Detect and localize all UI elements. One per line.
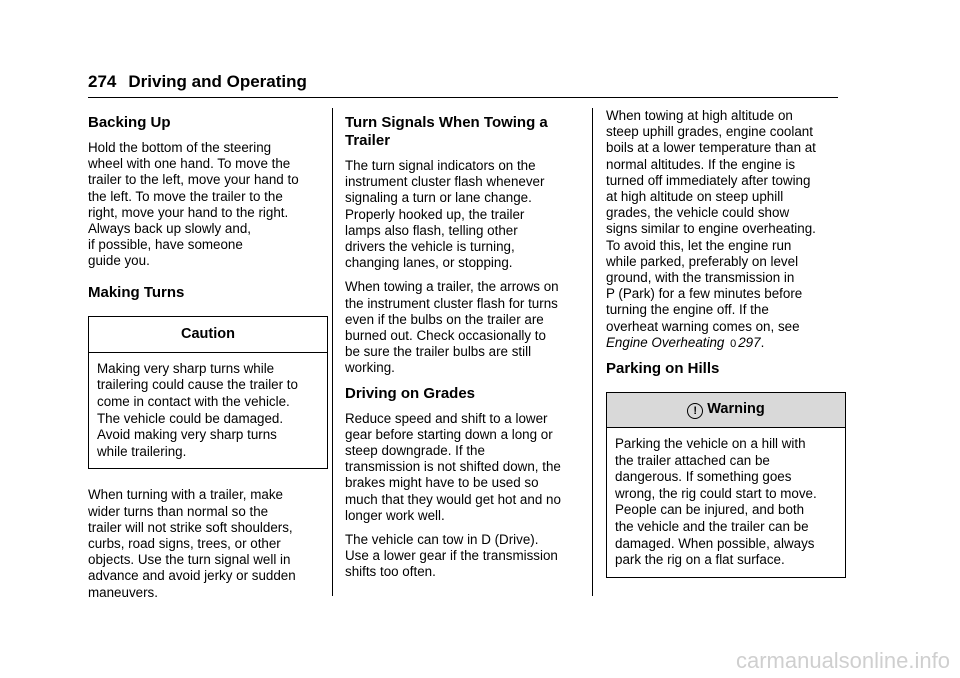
page-ref-number[interactable]: 297 — [738, 334, 761, 350]
heading-line: Trailer — [345, 132, 391, 149]
turn-signals-paragraph-1 — [345, 158, 585, 271]
text-line: Properly hooked up, the trailer — [345, 206, 525, 222]
text-line: drivers the vehicle is turning, — [345, 239, 515, 255]
warning-icon: ! — [687, 403, 703, 419]
text-line: boils at a lower temperature than at — [606, 140, 816, 156]
text-line: turned off immediately after towing — [606, 172, 811, 188]
text-line: Reduce speed and shift to a lower — [345, 410, 548, 426]
text-line: even if the bulbs on the trailer are — [345, 311, 544, 327]
page-number: 274 — [88, 72, 117, 91]
text-line: shifts too often. — [345, 564, 436, 580]
column-divider-1 — [332, 108, 333, 596]
text-line: damaged. When possible, always — [615, 535, 815, 551]
text-line: much that they would get hot and no — [345, 491, 561, 507]
text-line: When towing a trailer, the arrows on — [345, 279, 559, 295]
text-line: The turn signal indicators on the — [345, 158, 536, 173]
text-line: Always back up slowly and, — [88, 221, 251, 237]
text-line: while parked, preferably on level — [606, 253, 799, 269]
text-line: advance and avoid jerky or sudden — [88, 568, 296, 584]
altitude-paragraph — [606, 108, 846, 352]
text-line: turning the engine off. If the — [606, 302, 769, 318]
text-line: Making very sharp turns while — [97, 360, 275, 376]
text-line: Parking the vehicle on a hill with — [615, 436, 806, 452]
watermark: carmanualsonline.info — [735, 648, 950, 673]
ref-period: . — [760, 334, 765, 350]
text-line: be sure the trailer bulbs are still — [345, 344, 532, 360]
text-line: right, move your hand to the right. — [88, 204, 289, 220]
heading-driving-on-grades: Driving on Grades — [345, 384, 476, 402]
text-line: longer work well. — [345, 507, 445, 523]
text-line: wrong, the rig could start to move. — [615, 485, 817, 501]
text-line: if possible, have someone — [88, 237, 243, 253]
text-line: Avoid making very sharp turns — [97, 427, 277, 443]
text-line: Use a lower gear if the transmission — [345, 548, 558, 564]
grades-paragraph-1 — [345, 411, 585, 524]
page-ref-arrow-icon: 0 — [730, 337, 737, 350]
text-line: To avoid this, let the engine run — [606, 237, 792, 253]
column-2 — [345, 108, 585, 589]
grades-paragraph-2 — [345, 532, 585, 581]
heading-line: Turn Signals When Towing a — [345, 114, 548, 131]
engine-overheating-link[interactable]: Engine Overheating — [606, 334, 725, 350]
making-turns-paragraph — [88, 487, 328, 600]
warning-body — [607, 428, 845, 577]
text-line: normal altitudes. If the engine is — [606, 156, 796, 172]
text-line: trailer will not strike soft shoulders, — [88, 519, 293, 535]
text-line: curbs, road signs, trees, or other — [88, 536, 281, 551]
text-line: wider turns than normal so the — [88, 503, 269, 519]
heading-making-turns: Making Turns — [88, 283, 185, 301]
text-line: P (Park) for a few minutes before — [606, 286, 803, 302]
text-line: brakes might have to be used so — [345, 475, 539, 491]
text-line: The vehicle can tow in D (Drive). — [345, 532, 539, 548]
text-line: transmission is not shifted down, the — [345, 459, 561, 475]
caution-body — [89, 353, 327, 469]
section-title: Driving and Operating — [128, 72, 307, 91]
heading-parking-on-hills: Parking on Hills — [606, 360, 720, 378]
warning-title — [607, 393, 845, 428]
text-line: ground, with the transmission in — [606, 270, 795, 286]
text-line: the left. To move the trailer to the — [88, 188, 283, 204]
caution-box — [88, 316, 328, 470]
column-divider-2 — [592, 108, 593, 596]
column-1 — [88, 108, 328, 609]
text-line: dangerous. If something goes — [615, 469, 792, 485]
text-line: objects. Use the turn signal well in — [88, 552, 291, 568]
heading-backing-up: Backing Up — [88, 114, 171, 131]
text-line: grades, the vehicle could show — [606, 205, 790, 221]
text-line: trailer to the left, move your hand to — [88, 172, 299, 188]
text-line: the vehicle and the trailer can be — [615, 519, 809, 535]
text-line: park the rig on a flat surface. — [615, 552, 785, 568]
text-line: instrument cluster flash whenever — [345, 174, 545, 190]
text-line: at high altitude on steep uphill — [606, 189, 784, 205]
header-divider — [88, 97, 838, 98]
text-line: the trailer attached can be — [615, 452, 770, 468]
text-line: maneuvers. — [88, 584, 158, 600]
text-line: steep uphill grades, engine coolant — [606, 124, 813, 140]
page-header — [88, 72, 838, 98]
column-3 — [606, 108, 846, 592]
text-line: People can be injured, and both — [615, 502, 805, 518]
text-line: overheat warning comes on, see — [606, 318, 800, 334]
text-line: guide you. — [88, 253, 150, 269]
text-line: while trailering. — [97, 443, 187, 459]
cross-reference — [606, 335, 846, 352]
text-line: working. — [345, 360, 395, 376]
backing-up-paragraph — [88, 140, 328, 270]
text-line: When towing at high altitude on — [606, 108, 793, 123]
text-line: trailering could cause the trailer to — [97, 377, 298, 393]
heading-turn-signals — [345, 114, 585, 150]
caution-title: Caution — [89, 317, 327, 353]
warning-box — [606, 392, 846, 578]
text-line: burned out. Check occasionally to — [345, 328, 546, 344]
text-line: changing lanes, or stopping. — [345, 255, 513, 271]
text-line: steep downgrade. If the — [345, 443, 485, 459]
text-line: Hold the bottom of the steering — [88, 140, 272, 155]
text-line: gear before starting down a long or — [345, 426, 553, 442]
text-line: wheel with one hand. To move the — [88, 156, 291, 172]
text-line: the instrument cluster flash for turns — [345, 295, 558, 311]
text-line: signaling a turn or lane change. — [345, 190, 532, 206]
warning-title-text: Warning — [707, 401, 765, 418]
turn-signals-paragraph-2 — [345, 279, 585, 376]
text-line: lamps also flash, telling other — [345, 222, 518, 238]
text-line: come in contact with the vehicle. — [97, 394, 290, 410]
text-line: The vehicle could be damaged. — [97, 410, 284, 426]
text-line: When turning with a trailer, make — [88, 487, 283, 503]
text-line: signs similar to engine overheating. — [606, 221, 816, 237]
